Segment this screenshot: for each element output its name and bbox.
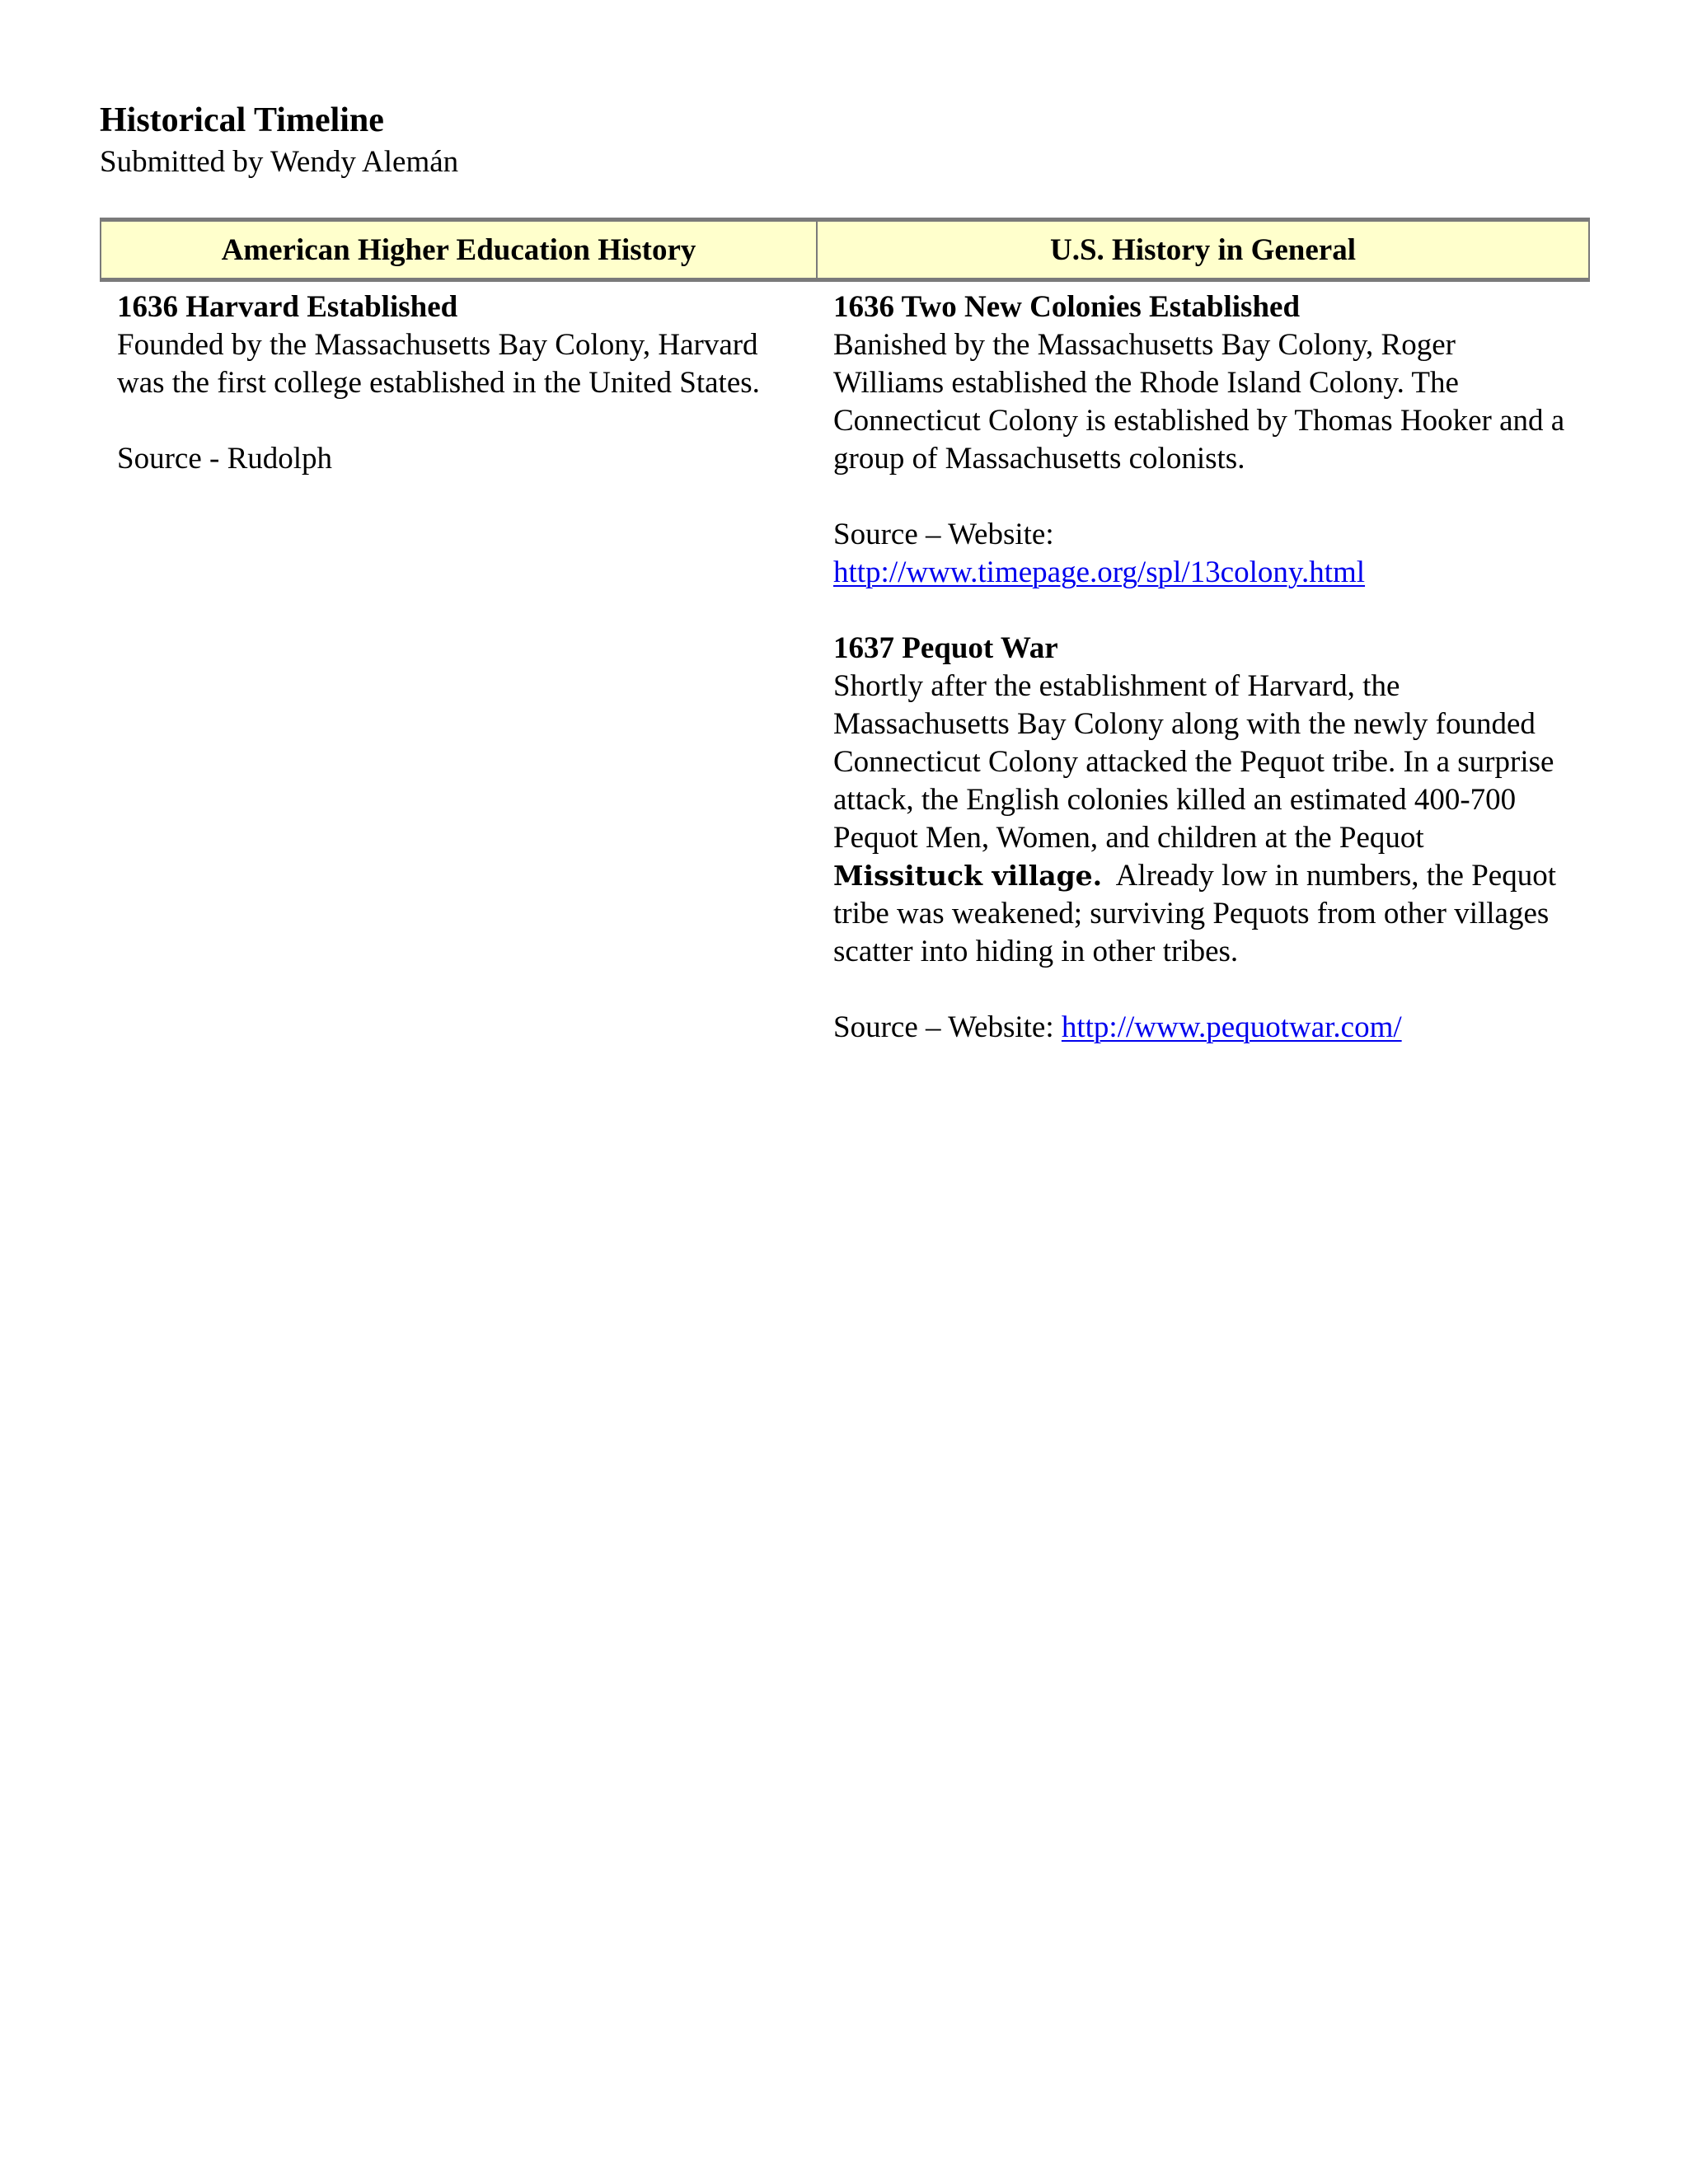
table-header-row (101, 220, 1589, 280)
entry-text-part: Shortly after the establishment of Harvard, the Massachusetts Bay Colony along with the newly founded Connecticut Colony attacked the Pequot tribe. In a surprise attack, the English colonies killed an estimated 400-700 Pequot Men, Women, and children at the Pequot (833, 669, 1554, 855)
entry-text-emphasis: Missituck village. (833, 860, 1103, 892)
document-title: Historical Timeline (100, 101, 384, 139)
source-link[interactable]: http://www.timepage.org/spl/13colony.html (833, 555, 1366, 589)
entry-source (833, 1009, 1573, 1047)
source-prefix: Source – Website: (833, 1010, 1062, 1044)
entry-text: Founded by the Massachusetts Bay Colony, Harvard was the first college established in the United States. (117, 328, 760, 400)
entry-text (833, 668, 1573, 971)
entry-title: 1637 Pequot War (833, 631, 1058, 665)
left-column-cell (101, 280, 817, 1085)
entry-text-part: Already low in numbers, the Pequot tribe was weakened; surviving Pequots from other villages scatter into hiding in other tribes. (833, 859, 1564, 968)
timeline-entry (833, 630, 1573, 1047)
entry-title: 1636 Harvard Established (117, 290, 458, 324)
header-higher-education: American Higher Education History (101, 220, 817, 280)
timeline-entry (833, 288, 1573, 592)
entry-title: 1636 Two New Colonies Established (833, 290, 1301, 324)
entry-source: Source - Rudolph (117, 442, 333, 476)
timeline-table (100, 218, 1590, 1085)
timeline-entry (117, 288, 800, 478)
entry-text: Banished by the Massachusetts Bay Colony, Roger Williams established the Rhode Island Colony. The Connecticut Colony is established by Thomas Hooker and a group of Massachusetts colonists. (833, 328, 1565, 476)
table-row (101, 280, 1589, 1085)
header-us-history: U.S. History in General (817, 220, 1589, 280)
source-prefix: Source – Website: (833, 518, 1054, 551)
right-column-cell (817, 280, 1589, 1085)
entry-source (833, 516, 1573, 592)
document-subtitle: Submitted by Wendy Alemán (100, 145, 459, 179)
source-link[interactable]: http://www.pequotwar.com/ (1061, 1010, 1402, 1044)
